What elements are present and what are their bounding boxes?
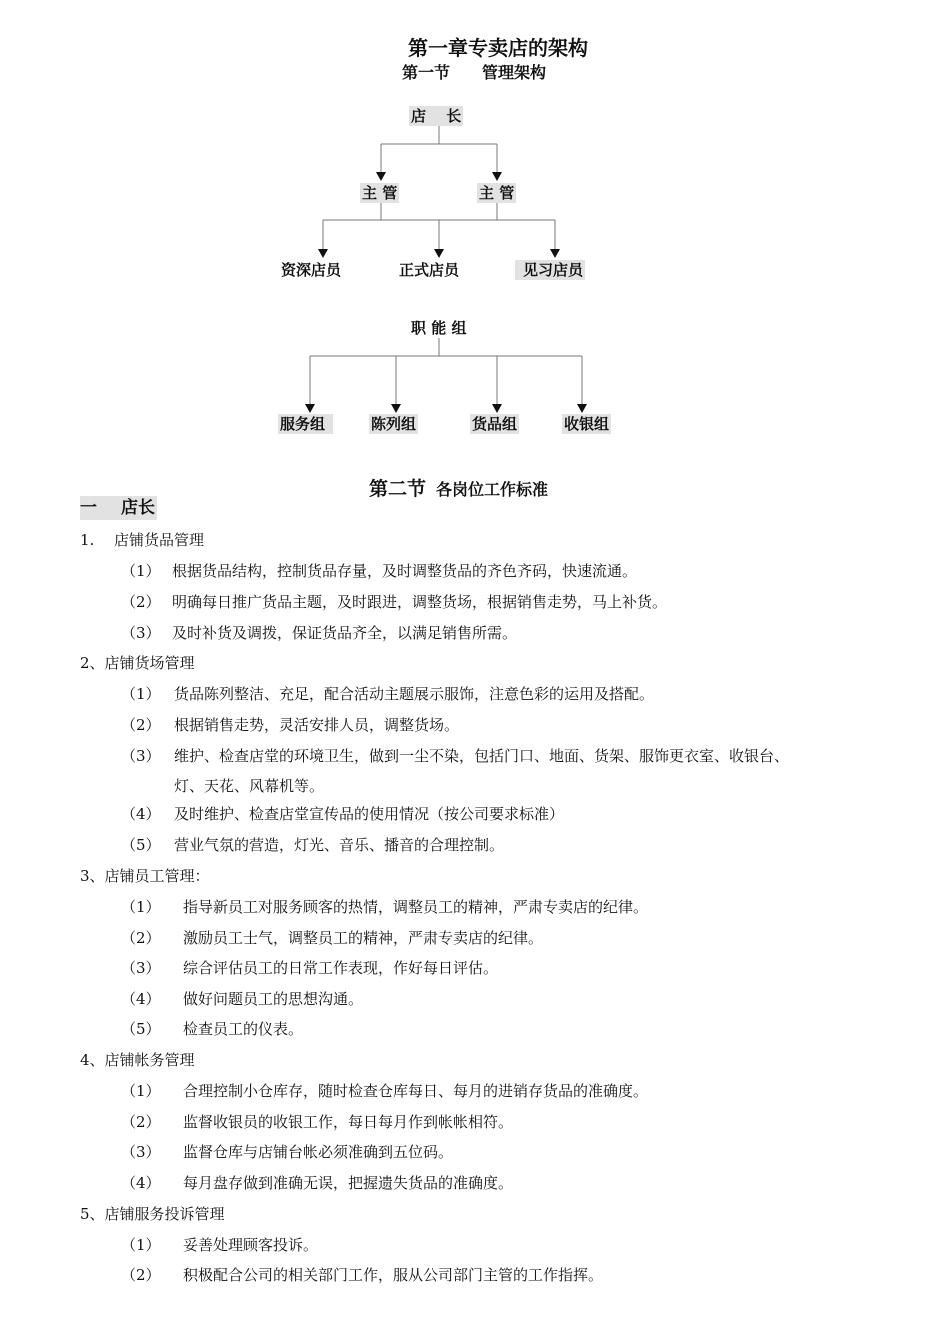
chapter-title: 第一章专卖店的架构 [408,36,588,60]
sub-item-text: 货品陈列整洁、充足，配合活动主题展示服饰，注意色彩的运用及搭配。 [174,685,655,703]
sub-item [121,1080,648,1102]
sub-item-number: （2） [121,1266,161,1284]
item-number: 1. [80,531,95,549]
sub-item [121,1111,513,1133]
item-title: 店铺货品管理 [114,531,205,549]
sub-item-text: 激励员工士气，调整员工的精神，严肃专卖店的纪律。 [183,929,544,947]
sub-item-text: 营业气氛的营造，灯光、音乐、播音的合理控制。 [174,836,505,854]
section-2-label: 各岗位工作标准 [436,480,549,499]
item-title: 店铺货场管理 [104,654,195,672]
sub-item-text: 妥善处理顾客投诉。 [183,1236,319,1254]
org-node-goods-group: 货品组 [472,415,518,433]
sub-item-number: （1） [121,685,161,703]
role-heading-label: 店长 [121,498,155,518]
sub-item-number: （4） [121,1174,161,1192]
sub-item [121,927,543,949]
sub-item-number: （3） [121,624,161,642]
sub-item [121,1018,303,1040]
sub-item-number: （2） [121,716,161,734]
sub-item [121,560,637,582]
sub-item-text: 指导新员工对服务顾客的热情，调整员工的精神，严肃专卖店的纪律。 [183,898,649,916]
sub-item-number: （2） [121,929,161,947]
sub-item-number: （1） [121,562,161,580]
sub-item-text: 监督收银员的收银工作，每日每月作到帐帐相符。 [183,1113,514,1131]
sub-item [121,683,654,705]
sub-item-continuation: 灯、天花、风幕机等。 [174,777,325,795]
sub-item [121,622,517,644]
org-node-display-group: 陈列组 [371,415,417,433]
sub-item-text: 合理控制小仓库存，随时检查仓库每日、每月的进销存货品的准确度。 [183,1082,649,1100]
org-node-service-group: 服务组 [278,414,333,434]
sub-item-text: 根据销售走势，灵活安排人员，调整货场。 [174,716,460,734]
sub-item-text: 根据货品结构，控制货品存量，及时调整货品的齐色齐码，快速流通。 [172,562,638,580]
item-heading [80,652,195,674]
sub-item [121,1141,453,1163]
org-node-supervisor-left: 主 管 [362,184,398,202]
sub-item-number: （3） [121,1143,161,1161]
sub-item-number: （5） [121,836,161,854]
sub-item [121,1234,318,1256]
sub-item [121,745,789,767]
org-chart-connectors [0,0,950,460]
role-heading-number: 一 [80,498,97,518]
sub-item-text: 综合评估员工的日常工作表现，作好每日评估。 [183,959,499,977]
sub-item-number: （2） [121,1113,161,1131]
sub-item [121,834,504,856]
sub-item-number: （3） [121,747,161,765]
sub-item-number: （1） [121,898,161,916]
sub-item-text: 明确每日推广货品主题，及时跟进，调整货场，根据销售走势，马上补货。 [172,593,668,611]
sub-item [121,957,498,979]
sub-item [121,714,459,736]
item-title: 店铺帐务管理 [104,1051,195,1069]
item-heading [80,1203,225,1225]
org-node-cashier-group: 收银组 [564,415,610,433]
sub-item-text: 维护、检查店堂的环境卫生，做到一尘不染，包括门口、地面、货架、服饰更衣室、收银台、 [174,747,790,765]
org-node-senior-staff: 资深店员 [281,261,342,279]
item-title: 店铺服务投诉管理 [104,1205,225,1223]
role-heading-store-manager [80,496,157,520]
sub-item-text: 及时补货及调拨，保证货品齐全，以满足销售所需。 [172,624,518,642]
section-1-number: 第一节 [402,63,451,82]
sub-item-number: （3） [121,959,161,977]
sub-item [121,988,363,1010]
sub-item [121,591,667,613]
section-2-title [369,474,548,501]
section-1-label: 管理架构 [482,63,547,82]
item-number: 4、 [80,1051,105,1069]
item-heading [80,1049,195,1071]
sub-item [121,1264,603,1286]
org-node-store-manager: 店 长 [411,107,462,125]
sub-item-number: （1） [121,1082,161,1100]
sub-item [121,803,564,825]
item-number: 3、 [80,867,105,885]
sub-item-text: 做好问题员工的思想沟通。 [183,990,364,1008]
item-heading [80,529,204,551]
sub-item [121,1172,513,1194]
sub-item-number: （1） [121,1236,161,1254]
item-number: 2、 [80,654,105,672]
org-node-regular-staff: 正式店员 [399,261,460,279]
item-heading [80,865,210,887]
org-node-supervisor-right: 主 管 [479,184,515,202]
sub-item-number: （5） [121,1020,161,1038]
section-2-number: 第二节 [369,478,427,500]
sub-item-number: （4） [121,990,161,1008]
sub-item-text: 每月盘存做到准确无误，把握遗失货品的准确度。 [183,1174,514,1192]
sub-item-text: 及时维护、检查店堂宣传品的使用情况（按公司要求标准） [174,805,565,823]
sub-item-number: （4） [121,805,161,823]
org-node-function-group: 职 能 组 [411,319,467,337]
sub-item [121,896,648,918]
item-title: 店铺员工管理： [104,867,210,885]
sub-item-text: 检查员工的仪表。 [183,1020,304,1038]
sub-item-text: 监督仓库与店铺台帐必须准确到五位码。 [183,1143,454,1161]
sub-item-number: （2） [121,593,161,611]
org-node-trainee-staff: 见习店员 [515,260,585,280]
item-number: 5、 [80,1205,105,1223]
sub-item-text: 积极配合公司的相关部门工作，服从公司部门主管的工作指挥。 [183,1266,604,1284]
